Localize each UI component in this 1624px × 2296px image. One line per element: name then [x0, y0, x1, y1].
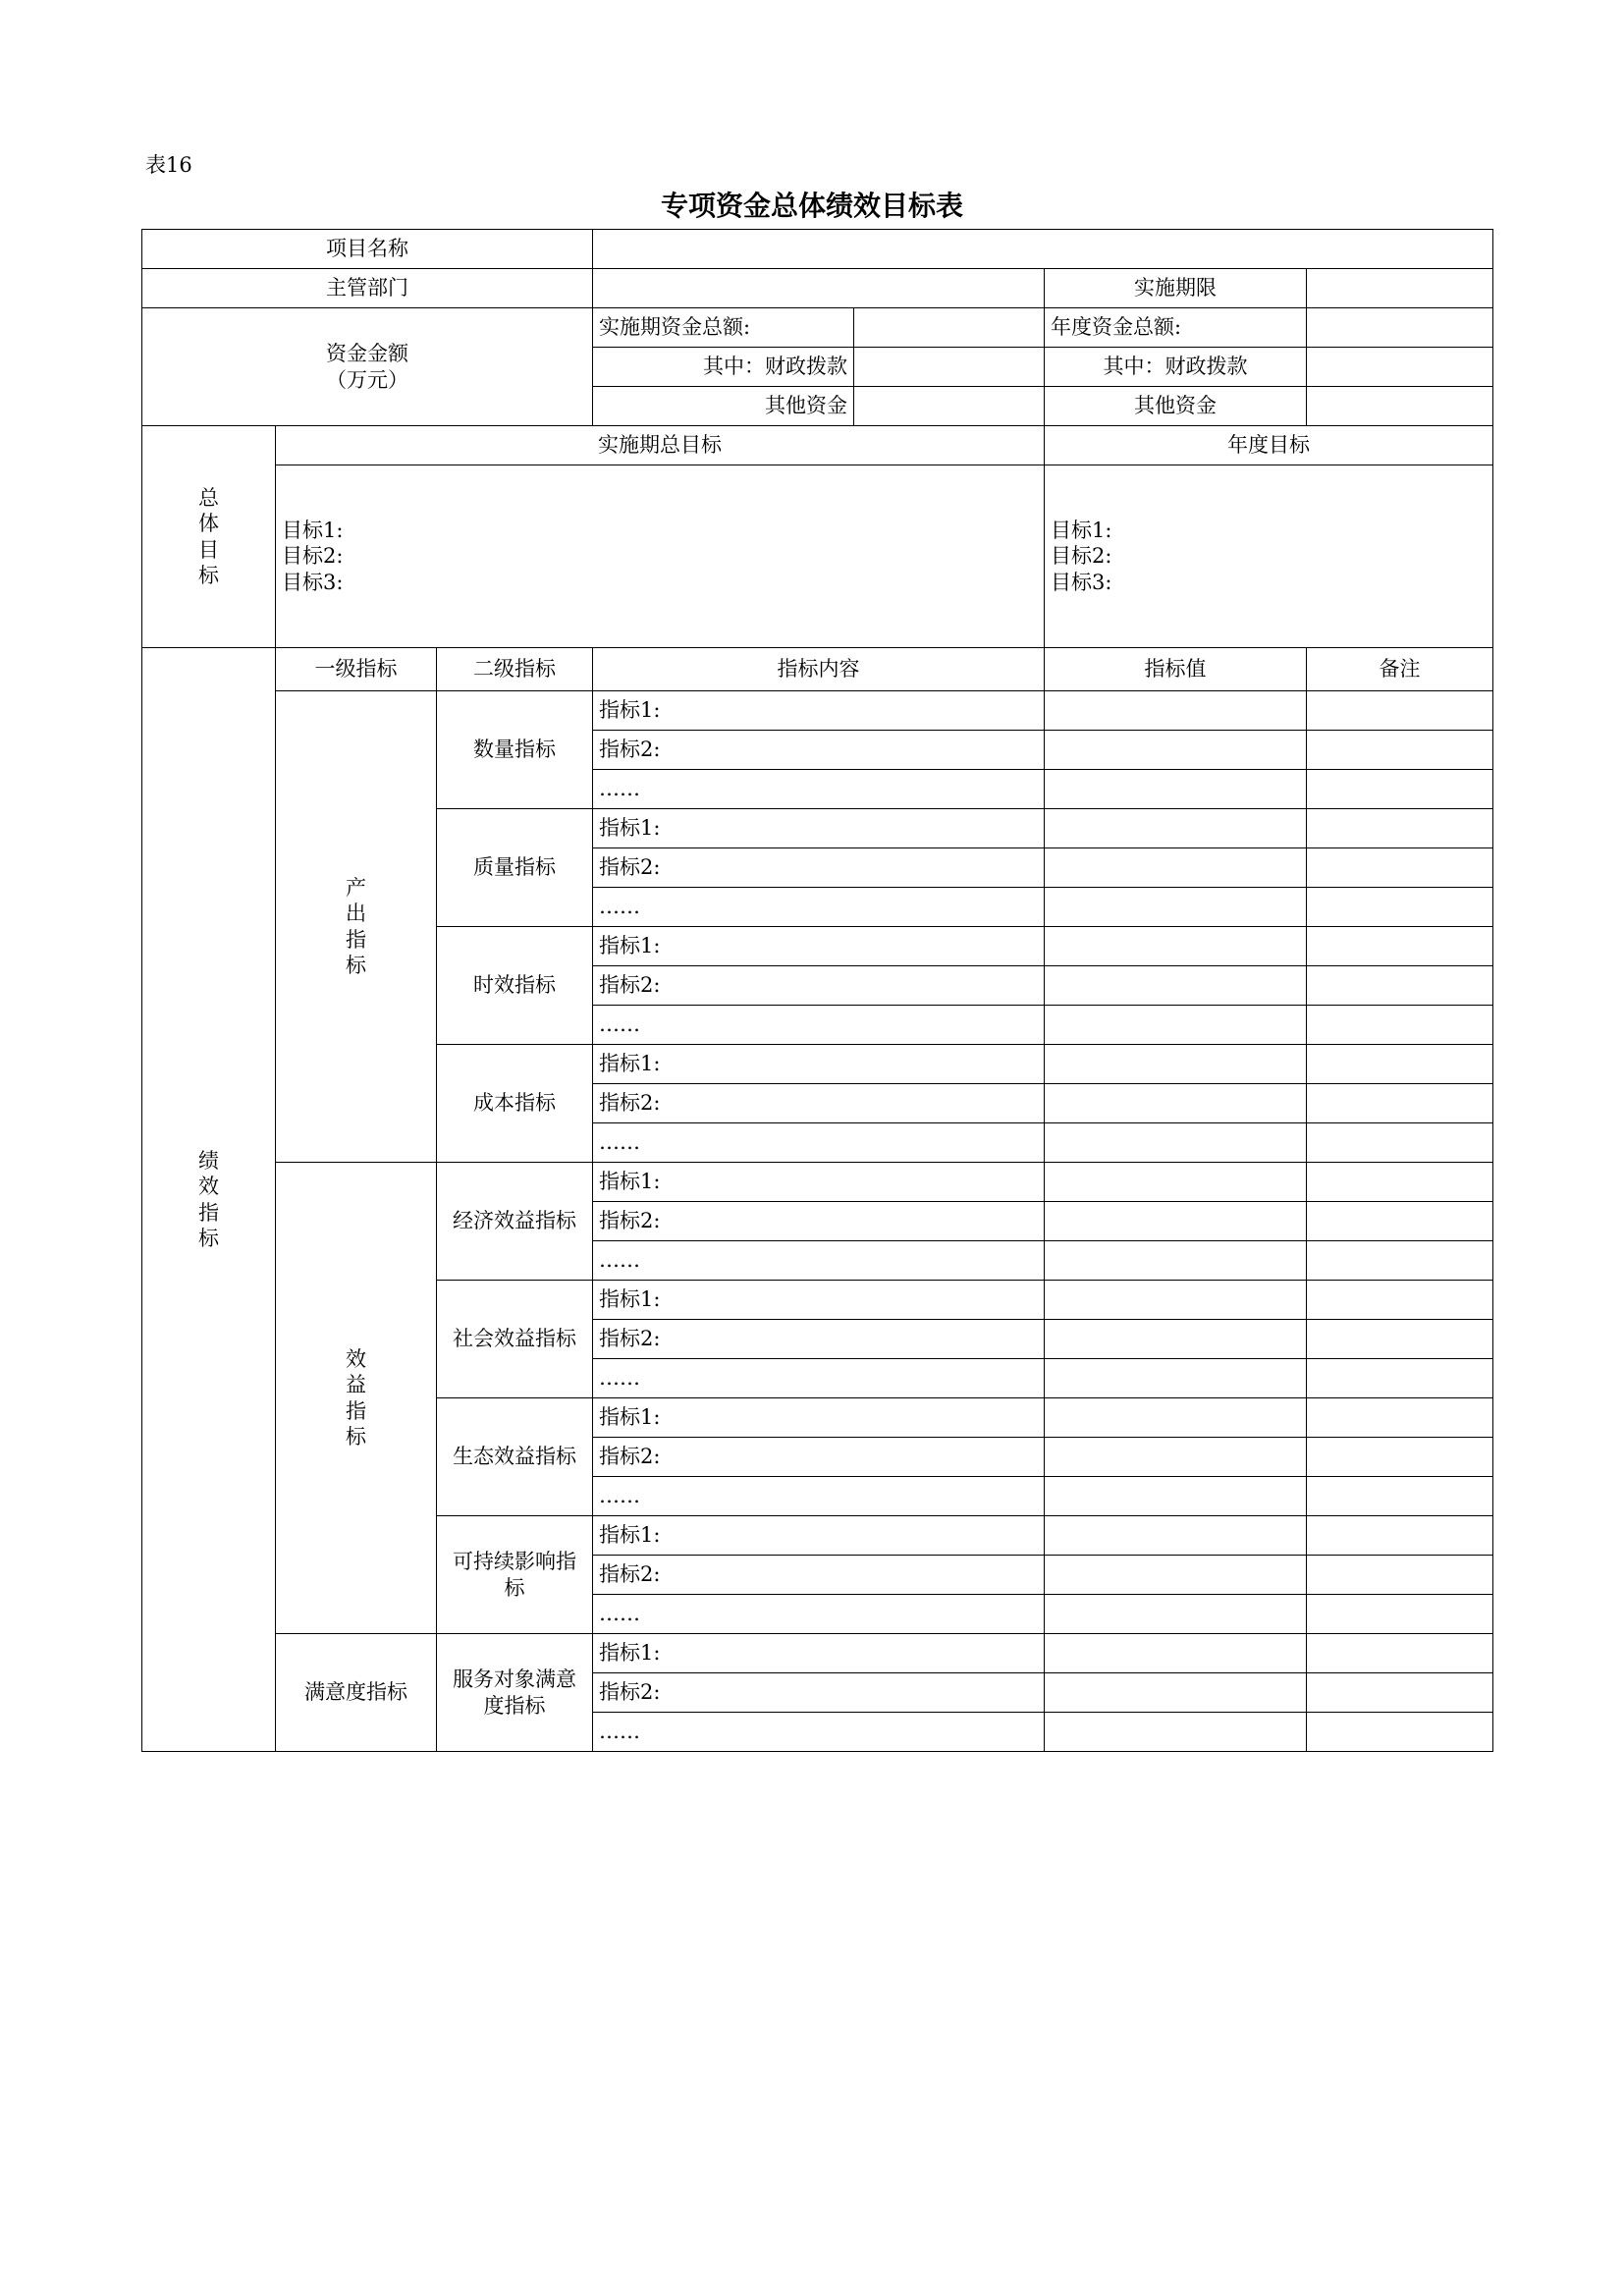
- indicator-content-cell[interactable]: 指标1:: [593, 1398, 1045, 1438]
- indicator-note-cell[interactable]: [1307, 731, 1493, 770]
- funds-label-line1: 资金金额: [326, 342, 408, 366]
- indicator-note-cell[interactable]: [1307, 848, 1493, 888]
- indicator-row: [142, 1163, 1493, 1202]
- indicator-row: [142, 691, 1493, 731]
- indicator-content-cell[interactable]: 指标2:: [593, 1320, 1045, 1359]
- indicator-value-cell[interactable]: [1045, 927, 1307, 966]
- indicator-content-cell[interactable]: 指标1:: [593, 1634, 1045, 1673]
- period-total-value[interactable]: [854, 308, 1045, 348]
- project-name-label: 项目名称: [142, 230, 593, 269]
- indicator-value-cell[interactable]: [1045, 888, 1307, 927]
- overall-goals-content-row: [142, 465, 1493, 648]
- funds-label-line2: （万元）: [326, 367, 408, 392]
- indicator-note-cell[interactable]: [1307, 1634, 1493, 1673]
- col-level1-header: 一级指标: [276, 648, 437, 691]
- indicator-value-cell[interactable]: [1045, 1398, 1307, 1438]
- indicator-value-cell[interactable]: [1045, 1163, 1307, 1202]
- indicator-note-cell[interactable]: [1307, 770, 1493, 809]
- indicator-value-cell[interactable]: [1045, 1673, 1307, 1713]
- indicator-content-cell[interactable]: 指标1:: [593, 809, 1045, 848]
- project-name-row: [142, 230, 1493, 269]
- indicator-note-cell[interactable]: [1307, 1241, 1493, 1281]
- annual-goal-1: 目标1:: [1051, 519, 1112, 543]
- period-total-label: 实施期资金总额:: [593, 308, 854, 348]
- indicator-content-cell[interactable]: ……: [593, 1006, 1045, 1045]
- annual-goal-header: 年度目标: [1045, 426, 1493, 465]
- annual-goal-3: 目标3:: [1051, 570, 1112, 594]
- indicator-note-cell[interactable]: [1307, 1084, 1493, 1123]
- indicator-note-cell[interactable]: [1307, 1398, 1493, 1438]
- indicator-value-cell[interactable]: [1045, 1202, 1307, 1241]
- level2-indicator-label: 经济效益指标: [437, 1163, 593, 1281]
- indicator-value-cell[interactable]: [1045, 1595, 1307, 1634]
- indicator-note-cell[interactable]: [1307, 1595, 1493, 1634]
- indicator-value-cell[interactable]: [1045, 1045, 1307, 1084]
- table-number: 表16: [145, 153, 192, 177]
- indicator-note-cell[interactable]: [1307, 1556, 1493, 1595]
- indicator-content-cell[interactable]: 指标1:: [593, 691, 1045, 731]
- indicator-content-cell[interactable]: 指标2:: [593, 1438, 1045, 1477]
- indicator-note-cell[interactable]: [1307, 1477, 1493, 1516]
- indicator-value-cell[interactable]: [1045, 770, 1307, 809]
- indicator-value-cell[interactable]: [1045, 1556, 1307, 1595]
- indicator-note-cell[interactable]: [1307, 1713, 1493, 1752]
- indicator-note-cell[interactable]: [1307, 1006, 1493, 1045]
- indicator-value-cell[interactable]: [1045, 691, 1307, 731]
- department-label: 主管部门: [142, 269, 593, 308]
- indicator-content-cell[interactable]: 指标2:: [593, 848, 1045, 888]
- level1-indicator-label: 产出指标: [276, 691, 437, 1163]
- level2-indicator-label: 数量指标: [437, 691, 593, 809]
- indicator-content-cell[interactable]: 指标2:: [593, 731, 1045, 770]
- indicator-content-cell[interactable]: ……: [593, 888, 1045, 927]
- annual-other-label: 其他资金: [1045, 387, 1307, 426]
- indicator-value-cell[interactable]: [1045, 1477, 1307, 1516]
- indicator-content-cell[interactable]: ……: [593, 1241, 1045, 1281]
- level1-indicator-label: 满意度指标: [276, 1634, 437, 1752]
- period-goal-header: 实施期总目标: [276, 426, 1045, 465]
- level2-indicator-label: 时效指标: [437, 927, 593, 1045]
- indicator-value-cell[interactable]: [1045, 1634, 1307, 1673]
- period-label: 实施期限: [1045, 269, 1307, 308]
- period-fiscal-value[interactable]: [854, 348, 1045, 387]
- indicator-content-cell[interactable]: 指标1:: [593, 1163, 1045, 1202]
- indicator-content-cell[interactable]: 指标1:: [593, 1045, 1045, 1084]
- indicator-note-cell[interactable]: [1307, 1320, 1493, 1359]
- indicator-note-cell[interactable]: [1307, 1516, 1493, 1556]
- indicator-content-cell[interactable]: ……: [593, 1123, 1045, 1163]
- level2-indicator-label: 生态效益指标: [437, 1398, 593, 1516]
- annual-total-label: 年度资金总额:: [1045, 308, 1307, 348]
- indicator-note-cell[interactable]: [1307, 1359, 1493, 1398]
- indicator-content-cell[interactable]: 指标2:: [593, 1202, 1045, 1241]
- level2-indicator-label: 可持续影响指标: [437, 1516, 593, 1634]
- project-name-value[interactable]: [593, 230, 1493, 269]
- indicator-note-cell[interactable]: [1307, 1163, 1493, 1202]
- indicator-note-cell[interactable]: [1307, 1673, 1493, 1713]
- indicator-value-cell[interactable]: [1045, 1006, 1307, 1045]
- period-goal-2: 目标2:: [282, 544, 344, 569]
- annual-total-value[interactable]: [1307, 308, 1493, 348]
- level2-indicator-label: 成本指标: [437, 1045, 593, 1163]
- page-title: 专项资金总体绩效目标表: [660, 190, 963, 222]
- period-value[interactable]: [1307, 269, 1493, 308]
- performance-indicators-label: 绩效指标: [142, 648, 276, 1752]
- level2-indicator-label: 社会效益指标: [437, 1281, 593, 1398]
- department-row: [142, 269, 1493, 308]
- overall-goals-header-row: [142, 426, 1493, 465]
- level2-indicator-label: 质量指标: [437, 809, 593, 927]
- indicator-value-cell[interactable]: [1045, 1516, 1307, 1556]
- level1-indicator-label: 效益指标: [276, 1163, 437, 1634]
- col-level2-header: 二级指标: [437, 648, 593, 691]
- indicator-note-cell[interactable]: [1307, 691, 1493, 731]
- indicator-content-cell[interactable]: ……: [593, 770, 1045, 809]
- indicator-value-cell[interactable]: [1045, 809, 1307, 848]
- indicator-value-cell[interactable]: [1045, 1713, 1307, 1752]
- indicator-content-cell[interactable]: 指标2:: [593, 1084, 1045, 1123]
- annual-goals-cell[interactable]: [1045, 465, 1493, 648]
- indicator-note-cell[interactable]: [1307, 1281, 1493, 1320]
- indicator-value-cell[interactable]: [1045, 1438, 1307, 1477]
- indicator-note-cell[interactable]: [1307, 1045, 1493, 1084]
- col-note-header: 备注: [1307, 648, 1493, 691]
- indicator-content-cell[interactable]: 指标1:: [593, 927, 1045, 966]
- annual-fiscal-value[interactable]: [1307, 348, 1493, 387]
- performance-goal-table: [141, 229, 1493, 1752]
- indicator-note-cell[interactable]: [1307, 809, 1493, 848]
- indicator-content-cell[interactable]: ……: [593, 1713, 1045, 1752]
- indicator-note-cell[interactable]: [1307, 927, 1493, 966]
- indicator-header-row: [142, 648, 1493, 691]
- indicator-note-cell[interactable]: [1307, 1202, 1493, 1241]
- period-goals-cell[interactable]: [276, 465, 1045, 648]
- indicator-note-cell[interactable]: [1307, 888, 1493, 927]
- funds-total-row: [142, 308, 1493, 348]
- indicator-content-cell[interactable]: 指标1:: [593, 1281, 1045, 1320]
- indicator-content-cell[interactable]: ……: [593, 1595, 1045, 1634]
- indicator-value-cell[interactable]: [1045, 1359, 1307, 1398]
- col-content-header: 指标内容: [593, 648, 1045, 691]
- period-other-value[interactable]: [854, 387, 1045, 426]
- indicator-content-cell[interactable]: 指标1:: [593, 1516, 1045, 1556]
- period-goal-1: 目标1:: [282, 519, 344, 543]
- period-other-label: 其他资金: [593, 387, 854, 426]
- indicator-value-cell[interactable]: [1045, 731, 1307, 770]
- col-value-header: 指标值: [1045, 648, 1307, 691]
- indicator-value-cell[interactable]: [1045, 848, 1307, 888]
- level2-indicator-label: 服务对象满意度指标: [437, 1634, 593, 1752]
- indicator-value-cell[interactable]: [1045, 1241, 1307, 1281]
- period-fiscal-label: 其中：财政拨款: [593, 348, 854, 387]
- indicator-note-cell[interactable]: [1307, 1123, 1493, 1163]
- indicator-value-cell[interactable]: [1045, 1281, 1307, 1320]
- indicator-content-cell[interactable]: ……: [593, 1477, 1045, 1516]
- period-goal-3: 目标3:: [282, 570, 344, 594]
- indicator-content-cell[interactable]: ……: [593, 1359, 1045, 1398]
- indicator-value-cell[interactable]: [1045, 1084, 1307, 1123]
- annual-other-value[interactable]: [1307, 387, 1493, 426]
- indicator-value-cell[interactable]: [1045, 1320, 1307, 1359]
- indicator-content-cell[interactable]: 指标2:: [593, 966, 1045, 1006]
- indicator-value-cell[interactable]: [1045, 966, 1307, 1006]
- indicator-value-cell[interactable]: [1045, 1123, 1307, 1163]
- department-value[interactable]: [593, 269, 1045, 308]
- indicator-row: [142, 1634, 1493, 1673]
- indicator-content-cell[interactable]: 指标2:: [593, 1556, 1045, 1595]
- funds-label: [142, 308, 593, 426]
- overall-goals-label: 总体目标: [142, 426, 276, 648]
- annual-fiscal-label: 其中：财政拨款: [1045, 348, 1307, 387]
- indicator-note-cell[interactable]: [1307, 1438, 1493, 1477]
- indicator-note-cell[interactable]: [1307, 966, 1493, 1006]
- annual-goal-2: 目标2:: [1051, 544, 1112, 569]
- indicator-content-cell[interactable]: 指标2:: [593, 1673, 1045, 1713]
